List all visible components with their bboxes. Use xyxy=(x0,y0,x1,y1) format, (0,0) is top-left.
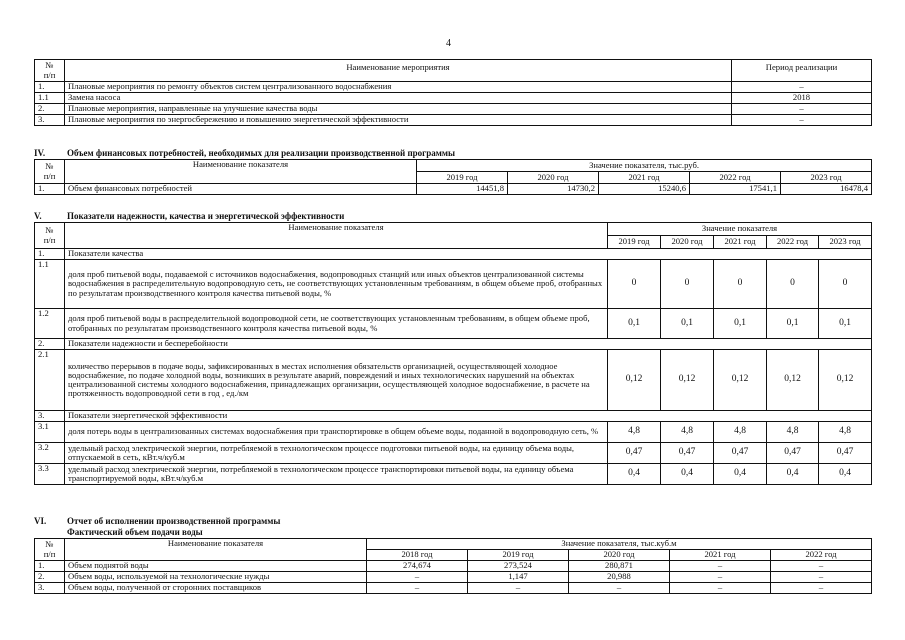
table-row xyxy=(35,184,872,195)
value-cell: 0,1 xyxy=(608,309,661,339)
year-header: 2020 год xyxy=(508,172,599,184)
section-6-number: VI. xyxy=(34,516,47,526)
value-cell: – xyxy=(670,583,771,594)
row-name: Плановые мероприятия по энергосбережению и повышению энергетической эффективности xyxy=(65,115,732,126)
row-number: 3.3 xyxy=(35,464,65,485)
year-header: 2022 год xyxy=(771,550,872,561)
value-cell: 0 xyxy=(608,260,661,309)
value-cell: 0,4 xyxy=(767,464,819,485)
water-supply-table xyxy=(34,538,872,594)
col-header-num: № п/п xyxy=(35,160,65,184)
year-header: 2020 год xyxy=(661,236,714,249)
row-name: Замена насоса xyxy=(65,93,732,104)
value-cell: 4,8 xyxy=(608,422,661,443)
table-row xyxy=(35,464,872,485)
col-header-value: Значение показателя xyxy=(608,223,872,236)
value-cell: – xyxy=(670,572,771,583)
value-cell: 0,12 xyxy=(767,350,819,411)
indicators-table xyxy=(34,222,872,485)
value-cell: 16478,4 xyxy=(781,184,872,195)
year-header: 2022 год xyxy=(767,236,819,249)
table-row xyxy=(35,104,872,115)
row-number: 1. xyxy=(35,561,65,572)
value-cell: 0,47 xyxy=(819,443,872,464)
table-row xyxy=(35,350,872,411)
value-cell: 17541,1 xyxy=(690,184,781,195)
row-name: Объем воды, используемой на технологические нужды xyxy=(65,572,367,583)
value-cell: – xyxy=(468,583,569,594)
col-header-num: № п/п xyxy=(35,539,65,561)
col-header-name: Наименование показателя xyxy=(65,160,417,184)
value-cell: 0,12 xyxy=(819,350,872,411)
row-period: – xyxy=(732,115,872,126)
value-cell: 14451,8 xyxy=(417,184,508,195)
indicator-name: доля проб питьевой воды в распределительной водопроводной сети, не соответствующих установленным требованиям, в общем объеме проб, отобранных по результатам производственного контроля качества питьевой воды, % xyxy=(65,309,608,339)
col-header-period: Период реализации xyxy=(732,60,872,82)
year-header: 2021 год xyxy=(714,236,767,249)
value-cell: 0 xyxy=(714,260,767,309)
value-cell: 4,8 xyxy=(767,422,819,443)
row-name: Плановые мероприятия по ремонту объектов систем централизованного водоснабжения xyxy=(65,82,732,93)
col-header-name: Наименование показателя xyxy=(65,539,367,561)
value-cell: 0 xyxy=(661,260,714,309)
year-header: 2019 год xyxy=(468,550,569,561)
year-header: 2023 год xyxy=(819,236,872,249)
value-cell: 0,4 xyxy=(661,464,714,485)
value-cell: – xyxy=(670,561,771,572)
row-period: – xyxy=(732,82,872,93)
col-header-name: Наименование показателя xyxy=(65,223,608,249)
value-cell: 0,47 xyxy=(714,443,767,464)
indicator-name: количество перерывов в подаче воды, зафиксированных в местах исполнения обязательств организацией, осуществляющей холодное водоснабжение, по подаче холодной воды, возникших в результате аварий, повреждений и иных технологических нарушений на объектах централизованной системы холодного водоснабжения, принадлежащих организации, осуществляющей холодное водоснабжение, в расчете на протяженность водопроводной сети в год , ед./км xyxy=(65,350,608,411)
year-header: 2021 год xyxy=(599,172,690,184)
value-cell: 0,1 xyxy=(661,309,714,339)
row-number: 2. xyxy=(35,104,65,115)
value-cell: 0,47 xyxy=(767,443,819,464)
col-header-num: № п/п xyxy=(35,223,65,249)
value-cell: 1,147 xyxy=(468,572,569,583)
group-row xyxy=(35,339,872,350)
row-number: 2. xyxy=(35,572,65,583)
value-cell: 0,4 xyxy=(608,464,661,485)
group-row xyxy=(35,249,872,260)
row-name: Объем финансовых потребностей xyxy=(65,184,417,195)
row-name: Плановые мероприятия, направленные на улучшение качества воды xyxy=(65,104,732,115)
value-cell: 0,12 xyxy=(608,350,661,411)
table-row xyxy=(35,572,872,583)
table-row xyxy=(35,422,872,443)
year-header: 2022 год xyxy=(690,172,781,184)
indicator-name: доля проб питьевой воды, подаваемой с источников водоснабжения, водопроводных станций или иных объектов централизованной системы водоснабжения в распределительную водопроводную сеть, не соответствующих установленным требованиям, в общем объеме проб, отобранных по результатам производственного контроля качества питьевой воды, % xyxy=(65,260,608,309)
value-cell: 0,1 xyxy=(819,309,872,339)
value-cell: 273,524 xyxy=(468,561,569,572)
value-cell: 0,47 xyxy=(608,443,661,464)
row-number: 3.1 xyxy=(35,422,65,443)
value-cell: 20,988 xyxy=(569,572,670,583)
value-cell: – xyxy=(771,561,872,572)
table-row xyxy=(35,115,872,126)
section-5-title xyxy=(34,211,344,221)
value-cell: 280,871 xyxy=(569,561,670,572)
section-5-number: V. xyxy=(34,211,42,221)
row-period: – xyxy=(732,104,872,115)
value-cell: 14730,2 xyxy=(508,184,599,195)
col-header-num: № п/п xyxy=(35,60,65,82)
value-cell: 0,1 xyxy=(714,309,767,339)
table-row xyxy=(35,583,872,594)
year-header: 2023 год xyxy=(781,172,872,184)
value-cell: 0 xyxy=(819,260,872,309)
table-row xyxy=(35,443,872,464)
section-4-number: IV. xyxy=(34,148,46,158)
table-row xyxy=(35,82,872,93)
section-4-text: Объем финансовых потребностей, необходимых для реализации производственной программы xyxy=(67,148,456,158)
value-cell: – xyxy=(367,572,468,583)
value-cell: 274,674 xyxy=(367,561,468,572)
table-row xyxy=(35,260,872,309)
year-header: 2021 год xyxy=(670,550,771,561)
value-cell: – xyxy=(771,572,872,583)
year-header: 2018 год xyxy=(367,550,468,561)
value-cell: 4,8 xyxy=(661,422,714,443)
page-number: 4 xyxy=(446,38,451,49)
group-name: Показатели надежности и бесперебойности xyxy=(65,339,872,350)
row-number: 3.2 xyxy=(35,443,65,464)
row-number: 2.1 xyxy=(35,350,65,411)
row-number: 2. xyxy=(35,339,65,350)
row-number: 3. xyxy=(35,115,65,126)
value-cell: 0 xyxy=(767,260,819,309)
value-cell: 4,8 xyxy=(819,422,872,443)
value-cell: 0,4 xyxy=(819,464,872,485)
group-name: Показатели энергетической эффективности xyxy=(65,411,872,422)
value-cell: – xyxy=(569,583,670,594)
row-number: 1.2 xyxy=(35,309,65,339)
table-row xyxy=(35,561,872,572)
table-row xyxy=(35,93,872,104)
row-number: 1.1 xyxy=(35,260,65,309)
value-cell: 15240,6 xyxy=(599,184,690,195)
row-number: 3. xyxy=(35,583,65,594)
row-number: 1. xyxy=(35,184,65,195)
indicator-name: удельный расход электрической энергии, потребляемой в технологическом процессе подготовки питьевой воды, на единицу объема воды, отпускаемой в сеть, кВт.ч/куб.м xyxy=(65,443,608,464)
value-cell: 0,4 xyxy=(714,464,767,485)
section-6-subtitle: Фактический объем подачи воды xyxy=(67,527,203,537)
value-cell: 0,12 xyxy=(661,350,714,411)
row-number: 1.1 xyxy=(35,93,65,104)
value-cell: 0,1 xyxy=(767,309,819,339)
row-name: Объем воды, полученной от сторонних поставщиков xyxy=(65,583,367,594)
value-cell: – xyxy=(367,583,468,594)
group-row xyxy=(35,411,872,422)
section-5-text: Показатели надежности, качества и энергетической эффективности xyxy=(67,211,345,221)
activities-table xyxy=(34,59,872,126)
col-header-value: Значение показателя, тыс.куб.м xyxy=(367,539,872,550)
row-name: Объем поднятой воды xyxy=(65,561,367,572)
indicator-name: удельный расход электрической энергии, потребляемой в технологическом процессе транспортировки питьевой воды, на единицу объема транспортируемой воды, кВт.ч/куб.м xyxy=(65,464,608,485)
financial-needs-table xyxy=(34,159,872,195)
row-number: 3. xyxy=(35,411,65,422)
value-cell: 4,8 xyxy=(714,422,767,443)
section-4-title xyxy=(34,148,455,158)
group-name: Показатели качества xyxy=(65,249,872,260)
indicator-name: доля потерь воды в централизованных системах водоснабжения при транспортировке в общем объеме воды, поданной в водопроводную сеть, % xyxy=(65,422,608,443)
value-cell: 0,12 xyxy=(714,350,767,411)
section-6-title xyxy=(34,516,280,526)
col-header-name: Наименование мероприятия xyxy=(65,60,732,82)
row-number: 1. xyxy=(35,249,65,260)
value-cell: – xyxy=(771,583,872,594)
row-number: 1. xyxy=(35,82,65,93)
table-row xyxy=(35,309,872,339)
year-header: 2019 год xyxy=(417,172,508,184)
year-header: 2020 год xyxy=(569,550,670,561)
section-6-text: Отчет об исполнении производственной программы xyxy=(67,516,281,526)
row-period: 2018 xyxy=(732,93,872,104)
year-header: 2019 год xyxy=(608,236,661,249)
col-header-value: Значение показателя, тыс.руб. xyxy=(417,160,872,172)
value-cell: 0,47 xyxy=(661,443,714,464)
